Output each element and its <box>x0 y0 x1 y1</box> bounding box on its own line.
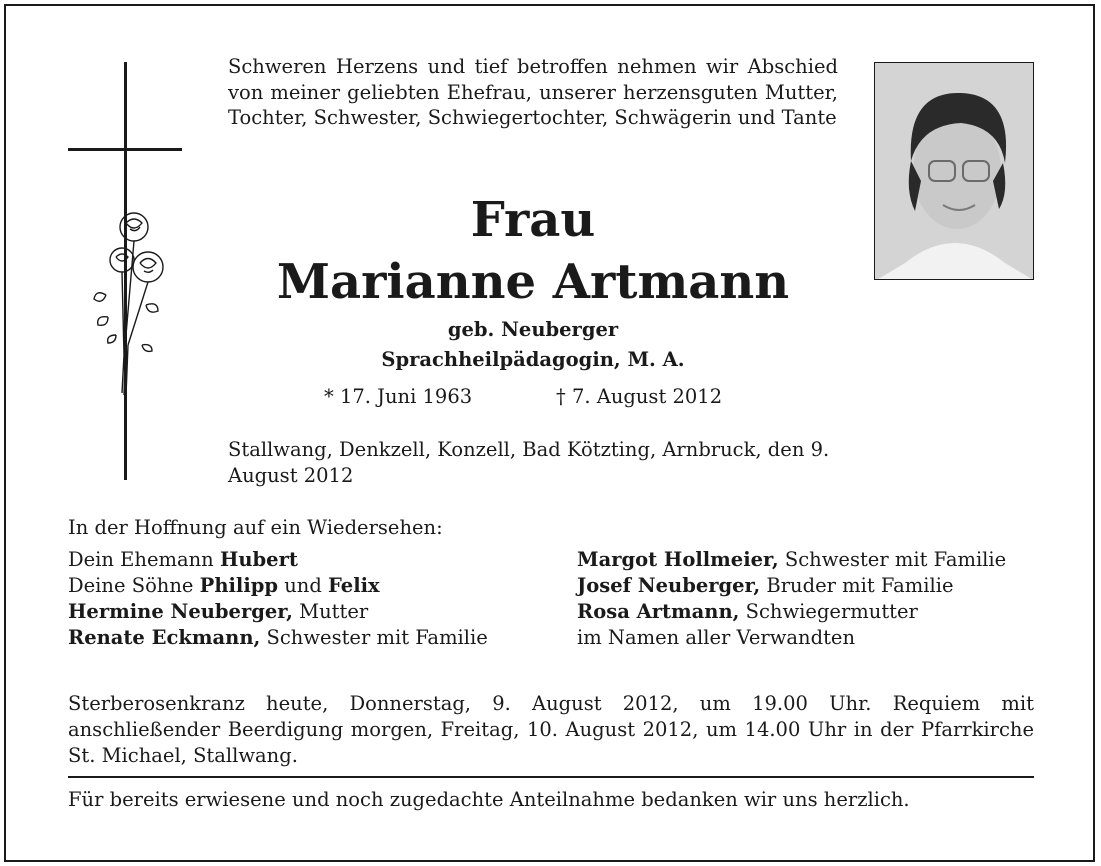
hope-line: In der Hoffnung auf ein Wiedersehen: <box>68 516 443 539</box>
service-text: Sterberosenkranz heute, Donnerstag, 9. August 2012, um 19.00 Uhr. Requiem mit anschließender Beerdigung morgen, Freitag, 10. August 2012, um 14.00 Uhr in der Pfarrkirche St. Michael, Stallwang. <box>68 692 1034 767</box>
birth-name: geb. Neuberger <box>447 318 619 341</box>
place-date: Stallwang, Denkzell, Konzell, Bad Kötzting, Arnbruck, den 9. August 2012 <box>228 438 830 487</box>
mourners-left-list <box>68 547 488 651</box>
mourner-row: im Namen aller Verwandten <box>577 626 856 649</box>
portrait-photo <box>874 62 1034 280</box>
mourner-row: Margot Hollmeier, Schwester mit Familie <box>577 548 1007 571</box>
mourner-row: Renate Eckmann, Schwester mit Familie <box>68 626 488 649</box>
divider <box>68 776 1034 778</box>
mourner-row: Hermine Neuberger, Mutter <box>68 600 369 623</box>
cross-bar <box>68 148 182 151</box>
deceased-name: Marianne Artmann <box>276 254 790 310</box>
mourner-row: Rosa Artmann, Schwiegermutter <box>577 600 918 623</box>
profession: Sprachheilpädagogin, M. A. <box>381 348 685 371</box>
birth-date: * 17. Juni 1963 <box>324 385 473 408</box>
mourners-right-list <box>577 547 1006 651</box>
roses-icon <box>86 205 176 400</box>
deceased-salutation: Frau <box>470 192 596 248</box>
mourner-row: Dein Ehemann Hubert <box>68 548 298 571</box>
death-date: † 7. August 2012 <box>556 385 723 408</box>
intro-text: Schweren Herzens und tief betroffen nehmen wir Abschied von meiner geliebten Ehefrau, unserer herzensguten Mutter, Tochter, Schwester, Schwiegertochter, Schwägerin und Tante <box>228 55 838 129</box>
thanks-text: Für bereits erwiesene und noch zugedachte Anteilnahme bedanken wir uns herzlich. <box>68 788 910 811</box>
mourner-row: Deine Söhne Philipp und Felix <box>68 574 380 597</box>
mourner-row: Josef Neuberger, Bruder mit Familie <box>577 574 954 597</box>
portrait-image <box>875 63 1034 280</box>
